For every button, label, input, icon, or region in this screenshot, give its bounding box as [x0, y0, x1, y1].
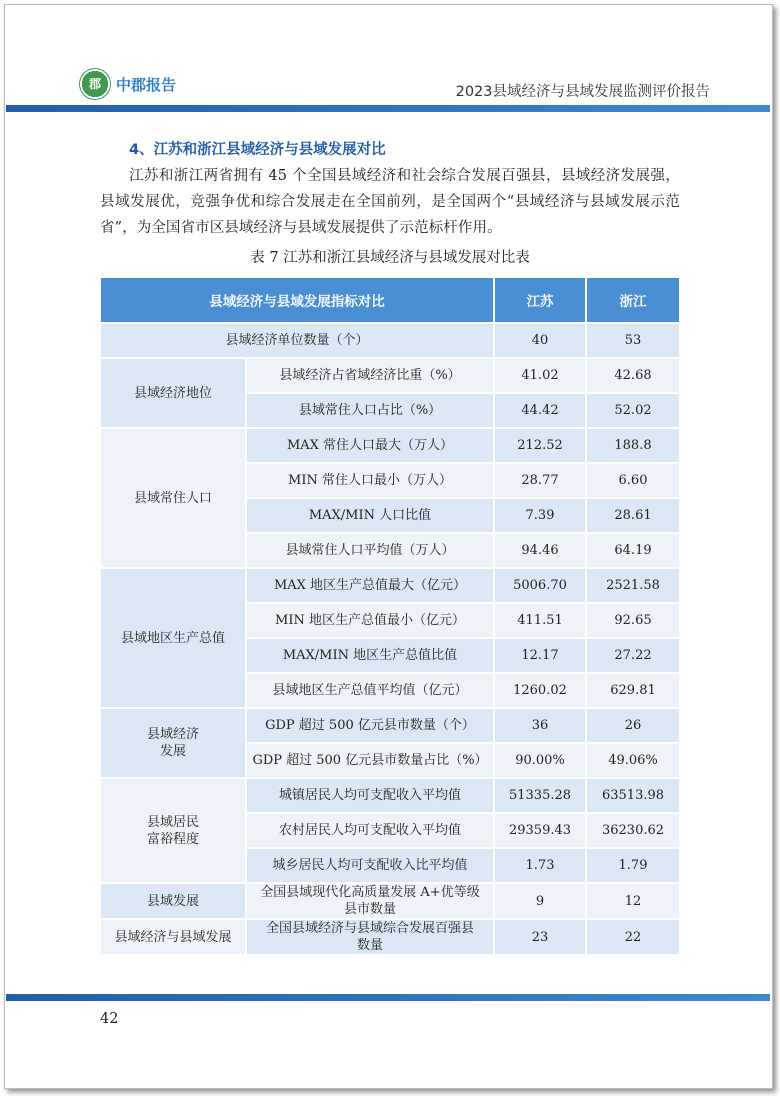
row-label: 县域常住人口平均值（万人）: [246, 533, 494, 568]
header-indicator: 县域经济与县域发展指标对比: [100, 277, 494, 323]
value-jiangsu: 51335.28: [494, 778, 586, 813]
row-label: 县域经济占省域经济比重（%）: [246, 358, 494, 393]
logo-char: 郡: [88, 77, 101, 91]
value-zhejiang: 53: [586, 323, 680, 358]
header-jiangsu: 江苏: [494, 277, 586, 323]
value-zhejiang: 6.60: [586, 463, 680, 498]
row-label: 农村居民人均可支配收入平均值: [246, 813, 494, 848]
value-jiangsu: 29359.43: [494, 813, 586, 848]
row-label-line: 数量: [356, 938, 383, 953]
value-jiangsu: 1260.02: [494, 673, 586, 708]
row-label-line: 全国县域经济与县域综合发展百强县: [265, 921, 474, 936]
row-label: MAX/MIN 人口比值: [246, 498, 494, 533]
value-jiangsu: 212.52: [494, 428, 586, 463]
comparison-table: [100, 277, 680, 955]
category-line: 县域居民: [146, 814, 199, 830]
value-zhejiang: 36230.62: [586, 813, 680, 848]
value-jiangsu: 9: [494, 883, 586, 919]
value-zhejiang: 12: [586, 883, 680, 919]
value-jiangsu: 411.51: [494, 603, 586, 638]
row-label: [246, 919, 494, 955]
category-line: 县域经济: [146, 727, 199, 742]
row-label: MIN 地区生产总值最小（亿元）: [246, 603, 494, 638]
body-paragraph: 江苏和浙江两省拥有 45 个全国县域经济和社会综合发展百强县，县域经济发展强，县域发展优，竞强争优和综合发展走在全国前列，是全国两个“县域经济与县域发展示范省”，为全国省市区县域经济与县域发展提供了示范标杆作用。: [100, 168, 680, 236]
row-label: MAX/MIN 地区生产总值比值: [246, 638, 494, 673]
category-label: 县域经济地位: [100, 358, 246, 428]
value-zhejiang: 27.22: [586, 638, 680, 673]
row-label: MAX 地区生产总值最大（亿元）: [246, 568, 494, 603]
value-zhejiang: 26: [586, 708, 680, 743]
value-zhejiang: 188.8: [586, 428, 680, 463]
category-label: 县域常住人口: [100, 428, 246, 568]
category-label: [100, 708, 246, 778]
row-label: MAX 常住人口最大（万人）: [246, 428, 494, 463]
value-zhejiang: 64.19: [586, 533, 680, 568]
row-label: 城镇居民人均可支配收入平均值: [246, 778, 494, 813]
category-label: 县域发展: [100, 883, 246, 919]
row-label: [246, 883, 494, 919]
row-label: 城乡居民人均可支配收入比平均值: [246, 848, 494, 883]
table-row: [100, 883, 680, 919]
table-row: [100, 428, 680, 463]
value-zhejiang: 92.65: [586, 603, 680, 638]
value-jiangsu: 40: [494, 323, 586, 358]
brand-name: 中郡报告: [116, 76, 177, 94]
row-label: GDP 超过 500 亿元县市数量占比（%）: [246, 743, 494, 778]
row-label: GDP 超过 500 亿元县市数量（个）: [246, 708, 494, 743]
table-row: [100, 323, 680, 358]
table-header-row: [100, 277, 680, 323]
value-zhejiang: 52.02: [586, 393, 680, 428]
page-number: 42: [100, 1011, 119, 1027]
value-zhejiang: 629.81: [586, 673, 680, 708]
value-jiangsu: 5006.70: [494, 568, 586, 603]
value-zhejiang: 28.61: [586, 498, 680, 533]
value-jiangsu: 23: [494, 919, 586, 955]
value-jiangsu: 41.02: [494, 358, 586, 393]
row-label: 县域经济单位数量（个）: [100, 323, 494, 358]
value-jiangsu: 36: [494, 708, 586, 743]
value-jiangsu: 94.46: [494, 533, 586, 568]
value-zhejiang: 22: [586, 919, 680, 955]
row-label: 县域常住人口占比（%）: [246, 393, 494, 428]
value-zhejiang: 49.06%: [586, 743, 680, 778]
value-zhejiang: 2521.58: [586, 568, 680, 603]
value-jiangsu: 44.42: [494, 393, 586, 428]
table-row: [100, 919, 680, 955]
logo-icon: [79, 68, 111, 100]
category-line: 发展: [159, 744, 186, 759]
category-line: 富裕程度: [146, 831, 199, 847]
report-title: 2023县域经济与县域发展监测评价报告: [455, 84, 710, 100]
header-divider: [6, 105, 770, 112]
table-row: [100, 358, 680, 393]
category-label: 县域经济与县域发展: [100, 919, 246, 955]
value-zhejiang: 63513.98: [586, 778, 680, 813]
table-row: [100, 708, 680, 743]
value-jiangsu: 7.39: [494, 498, 586, 533]
category-label: [100, 778, 246, 883]
table-caption: 表 7 江苏和浙江县域经济与县域发展对比表: [250, 250, 530, 266]
value-jiangsu: 1.73: [494, 848, 586, 883]
header-zhejiang: 浙江: [586, 277, 680, 323]
row-label-line: 县市数量: [343, 902, 396, 917]
value-jiangsu: 90.00%: [494, 743, 586, 778]
table-row: [100, 778, 680, 813]
footer-divider: [6, 994, 770, 1001]
value-zhejiang: 42.68: [586, 358, 680, 393]
category-label: 县域地区生产总值: [100, 568, 246, 708]
value-zhejiang: 1.79: [586, 848, 680, 883]
value-jiangsu: 28.77: [494, 463, 586, 498]
row-label: MIN 常住人口最小（万人）: [246, 463, 494, 498]
value-jiangsu: 12.17: [494, 638, 586, 673]
section-heading: 4、江苏和浙江县域经济与县域发展对比: [129, 142, 386, 158]
row-label-line: 全国县域现代化高质量发展 A+优等级: [260, 885, 480, 900]
table-row: [100, 568, 680, 603]
row-label: 县域地区生产总值平均值（亿元）: [246, 673, 494, 708]
